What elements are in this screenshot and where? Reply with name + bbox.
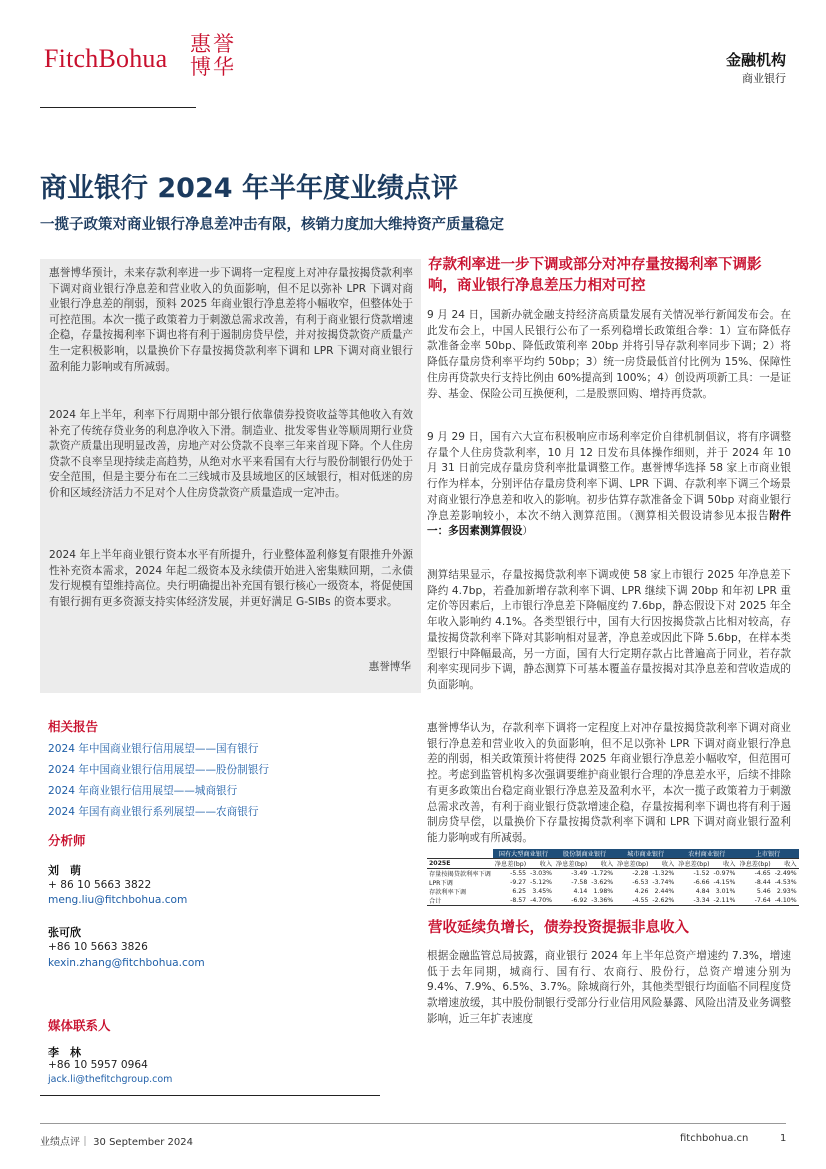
page-number: 1 <box>780 1133 787 1144</box>
brand-logo-text: FitchBohua <box>44 44 168 73</box>
table-cell: -6.53 <box>632 879 649 886</box>
table-cell: -2.62% <box>652 897 675 904</box>
table-cell: -4.55 <box>615 896 650 906</box>
row-label: LPR下调 <box>429 880 453 887</box>
table-cell: -2.49% <box>774 870 797 877</box>
summary-paragraph-1: 惠誉博华预计，未来存款利率进一步下调将一定程度上对冲存量按揭贷款利率下调对商业银行净息差和营业收入的负面影响，但不足以弥补 LPR 下调对商业银行净息差的削弱，预料 2025 年商业银行净息差将小幅收窄，但整体处于可控范围。本次一揽子政策着力于刺激总需求改善，有利于商业银行贷款增速企稳，存量按揭利率下调也将有利于遏制房贷早偿，并对按揭贷款资产质量产生一定积极影响，以量换价下存量按揭贷款利率下调和 LPR 下调对商业银行盈利能力影响或有所减弱。 <box>49 267 413 373</box>
subsector-label: 商业银行 <box>742 72 786 85</box>
subheader-revenue: 收入 <box>650 859 676 869</box>
table-cell: -4.65 <box>754 870 771 877</box>
page-subtitle: 一揽子政策对商业银行净息差冲击有限，核销力度加大维持资产质量稳定 <box>40 217 504 233</box>
table-cell: -6.92 <box>554 896 589 906</box>
table-cell: -5.55 <box>510 870 527 877</box>
table-cell: -3.36% <box>591 897 614 904</box>
table-cell: -2.11% <box>713 897 736 904</box>
section1-paragraph-2 <box>427 430 791 540</box>
table-cell: -6.66 <box>693 879 710 886</box>
media-contact-email[interactable]: jack.li@thefitchgroup.com <box>48 1074 173 1085</box>
sector-label: 金融机构 <box>725 51 786 69</box>
row-label: 存款利率下调 <box>429 889 467 896</box>
related-report-link[interactable]: 2024 年中国商业银行信用展望——股份制银行 <box>48 764 270 776</box>
table-cell: -5.12% <box>530 879 553 886</box>
appendix-reference: 附件一：多因素测算假设 <box>427 509 792 538</box>
group-header: 国有大型商业银行 <box>493 849 554 859</box>
table-cell: 3.45% <box>532 888 553 895</box>
media-contact-name: 李 林 <box>48 1046 81 1059</box>
analyst-phone: + 86 10 5663 3822 <box>48 879 152 891</box>
table-cell: -8.57 <box>493 896 528 906</box>
table-row <box>427 887 799 896</box>
group-header: 农村商业银行 <box>676 849 737 859</box>
analyst-phone: +86 10 5663 3826 <box>48 941 148 953</box>
table-cell: -7.64 <box>737 896 772 906</box>
table-cell: -9.27 <box>510 879 527 886</box>
table-cell: 6.25 <box>512 888 527 895</box>
table-cell: 1.98% <box>593 888 614 895</box>
logo-cn-line2: 博华 <box>190 55 236 79</box>
subheader-nim: 净息差(bp) <box>615 859 650 869</box>
table-group-header <box>427 849 799 859</box>
table-cell: -4.15% <box>713 879 736 886</box>
table-cell: -1.72% <box>591 870 614 877</box>
related-reports-heading: 相关报告 <box>48 719 99 734</box>
section2-heading: 营收延续负增长，债券投资提振非息收入 <box>428 920 689 936</box>
subheader-nim: 净息差(bp) <box>493 859 528 869</box>
table-cell: 2.93% <box>776 888 797 895</box>
section1-paragraph-3: 测算结果显示，存量按揭贷款利率下调或使 58 家上市银行 2025 年净息差下降约 4.7bp，若叠加新增存款利率下调、LPR 继续下调 20bp 和年初 LPR 重定价等因素后，上市银行净息差下降幅度约 7.6bp，静态假设下对 2025 年全年收入影响约 4.1%。各类型银行中，国有大行因按揭贷款占比相对较高，存量按揭贷款利率下降对其影响相对显著，净息差或因此下降 5.6bp，在样本类型银行中降幅最高，另一方面，国有大行定期存款占比普遍高于同业，若存款利率实现同步下调，静态测算下可基本覆盖存量按揭对其净息差和营收造成的负面影响。 <box>427 569 791 691</box>
analyst-name: 刘 萌 <box>48 864 81 877</box>
table-cell: -4.70% <box>530 897 553 904</box>
logo-cn-line1: 惠誉 <box>190 32 236 56</box>
subheader-revenue: 收入 <box>773 859 799 869</box>
table-cell: -3.49 <box>571 870 588 877</box>
summary-paragraph-3: 2024 年上半年商业银行资本水平有所提升，行业整体盈利修复有限推升外源性补充资本需求，2024 年起二级资本及永续债开始进入密集赎回期，二永债发行规模有望维持高位。央行明确提出补充国有银行核心一级资本，将促使国有银行拥有更多资源支持实体经济发展，并更好满足 G-SIBs 的资本要求。 <box>49 549 413 608</box>
summary-paragraph-2: 2024 年上半年，利率下行周期中部分银行依靠债券投资收益等其他收入有效补充了传统存贷业务的利息净收入下滑。制造业、批发零售业等顺周期行业贷款资产质量出现明显改善，房地产对公贷款不良率三年来首现下降。个人住房贷款不良率呈现持续走高趋势，从绝对水平来看国有大行与股份制银行仍处于安全范围，但是主要分布在二三线城市及县域地区的区域银行，相对低迷的房价和区域经济活力不足对个人住房贷款资产质量造成一定冲击。 <box>49 409 413 499</box>
table-row <box>427 878 799 887</box>
analyst-name: 张可欣 <box>48 926 81 939</box>
page-title: 商业银行 2024 年半年度业绩点评 <box>40 173 458 204</box>
brand-logo-chinese <box>190 33 238 81</box>
related-report-link[interactable]: 2024 年中国商业银行信用展望——国有银行 <box>48 743 259 755</box>
subheader-revenue: 收入 <box>528 859 554 869</box>
row-label: 存量按揭贷款利率下调 <box>429 871 491 878</box>
subheader-revenue: 收入 <box>589 859 615 869</box>
analyst-email[interactable]: kexin.zhang@fitchbohua.com <box>48 957 205 969</box>
analyst-heading: 分析师 <box>48 833 86 848</box>
nim-impact-table <box>427 849 799 906</box>
table-cell: -8.44 <box>754 879 771 886</box>
footer-divider <box>40 1123 786 1124</box>
subheader-nim: 净息差(bp) <box>676 859 711 869</box>
footer-doc-info: 业绩点评｜ 30 September 2024 <box>40 1137 193 1148</box>
footer-website[interactable]: fitchbohua.cn <box>680 1133 749 1144</box>
summary-signature: 惠誉博华 <box>368 661 411 673</box>
media-contact-heading: 媒体联系人 <box>48 1018 111 1033</box>
table-cell: 3.01% <box>715 888 736 895</box>
row-label: 合计 <box>427 896 493 906</box>
table-row-total <box>427 896 799 906</box>
section1-paragraph-1: 9 月 24 日，国新办就金融支持经济高质量发展有关情况举行新闻发布会。在此发布会上，中国人民银行公布了一系列稳增长政策组合拳：1）宣布降低存款准备金率 50bp、降低政策利率 20bp 并将引导存款利率同步下调；2）将降低存量房贷利率平均约 50bp；3）统一房贷最低首付比例为 15%、保障性住房再贷款央行支持比例由 60%提高到 100%；4）创设两项新工具：一是证券、基金、保险公司互换便利，二是股票回购、增持再贷款。 <box>427 309 791 400</box>
table-cell: -7.58 <box>571 879 588 886</box>
group-header: 股份制商业银行 <box>554 849 615 859</box>
media-contact-phone: +86 10 5957 0964 <box>48 1059 148 1071</box>
section2-paragraph-1: 根据金融监管总局披露，商业银行 2024 年上半年总资产增速约 7.3%，增速低于去年同期，城商行、国有行、农商行、股份行，总资产增速分别为 9.4%、7.9%、6.5%、3.7%。除城商行外，其他类型银行均面临不同程度贷款增速放缓，其中股份制银行受部分行业信用风险暴露、风险出清及业务调整影响，近三年扩表速度 <box>427 950 791 1025</box>
table-corner: 2025E <box>427 859 493 869</box>
table-cell: -4.10% <box>774 897 797 904</box>
table-cell: -0.97% <box>713 870 736 877</box>
related-report-link[interactable]: 2024 年商业银行信用展望——城商银行 <box>48 785 238 797</box>
table-cell: -3.74% <box>652 879 675 886</box>
table-cell: -4.53% <box>774 879 797 886</box>
paragraph-2-text: 9 月 29 日，国有六大宣布积极响应市场利率定价自律机制倡议，将有序调整存量个人住房贷款利率，10 月 12 日发布具体操作细则，并于 2024 年 10 月 31 日前完成存量房贷利率批量调整工作。惠誉博华选择 58 家上市商业银行作为样本，分别评估存量房贷利率下调、LPR 下调、存款利率下调三个场景对商业银行净息差和收入的影响。初步估算存款准备金下调 50bp 对商业银行净息差影响较小，本次不纳入测算范围。（测算相关假设请参见本报告 <box>427 431 791 522</box>
subheader-nim: 净息差(bp) <box>554 859 589 869</box>
table-cell: 5.46 <box>756 888 771 895</box>
table-cell: -2.28 <box>632 870 649 877</box>
table-cell: -3.34 <box>676 896 711 906</box>
sidebar-divider <box>40 1095 380 1096</box>
group-header: 上市银行 <box>737 849 798 859</box>
section1-paragraph-4: 惠誉博华认为，存款利率下调将一定程度上对冲存量按揭贷款利率下调对商业银行净息差和营业收入的负面影响，但不足以弥补 LPR 下调对商业银行净息差的削弱，相关政策预计将使得 2025 年商业银行净息差小幅收窄，但范围可控。考虑到监管机构多次强调要维护商业银行合理的净息差水平，后续不排除有更多政策出台稳定商业银行净息差及盈利水平，本次一揽子政策着力于刺激总需求改善，有利于商业银行贷款增速企稳，存量按揭利率下调也将有利于遏制房贷早偿，以量换价下存量按揭贷款利率下调和 LPR 下调对商业银行盈利能力影响或有所减弱。 <box>427 722 791 844</box>
header-divider <box>40 107 196 108</box>
section1-heading: 存款利率进一步下调或部分对冲存量按揭利率下调影响，商业银行净息差压力相对可控 <box>428 257 762 294</box>
table-cell: -1.32% <box>652 870 675 877</box>
table-cell: 4.84 <box>695 888 710 895</box>
table-corner-spacer <box>427 849 493 859</box>
subheader-nim: 净息差(bp) <box>737 859 772 869</box>
table-cell: 2.44% <box>654 888 675 895</box>
table-subheader-row <box>427 859 799 869</box>
table-row <box>427 869 799 879</box>
table-cell: 4.26 <box>634 888 649 895</box>
analyst-email[interactable]: meng.liu@fitchbohua.com <box>48 894 188 906</box>
table-cell: 4.14 <box>573 888 588 895</box>
subheader-revenue: 收入 <box>712 859 738 869</box>
table-cell: -3.03% <box>530 870 553 877</box>
summary-box <box>40 259 421 693</box>
table-cell: -1.52 <box>693 870 710 877</box>
paragraph-2-end: ） <box>522 525 533 538</box>
group-header: 城市商业银行 <box>615 849 676 859</box>
related-report-link[interactable]: 2024 年国有商业银行系列展望——农商银行 <box>48 806 259 818</box>
table-cell: -3.62% <box>591 879 614 886</box>
